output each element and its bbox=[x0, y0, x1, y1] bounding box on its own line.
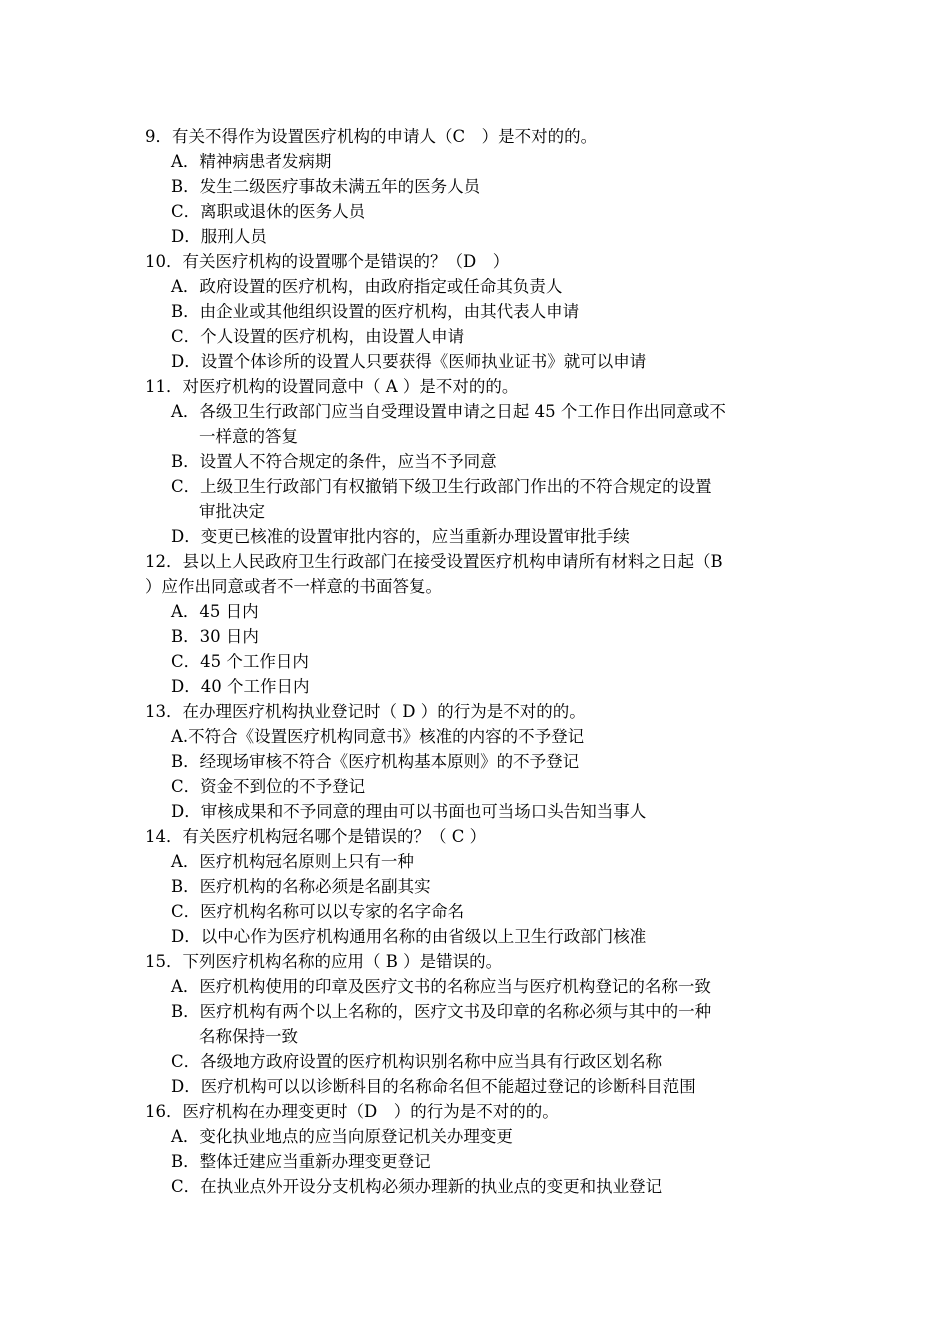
answer-option: C．资金不到位的不予登记 bbox=[171, 777, 366, 796]
answer-option-continuation: 一样意的答复 bbox=[199, 427, 298, 446]
question-block bbox=[145, 374, 825, 549]
answer-option: B．医疗机构的名称必须是名副其实 bbox=[171, 877, 431, 896]
answer-option: A．政府设置的医疗机构，由政府指定或任命其负责人 bbox=[171, 277, 563, 296]
question-text: 10．有关医疗机构的设置哪个是错误的？（D ） bbox=[145, 252, 510, 271]
question-block bbox=[145, 249, 825, 374]
question-text: 15．下列医疗机构名称的应用（ B ）是错误的。 bbox=[145, 952, 503, 971]
question-list bbox=[145, 124, 825, 1199]
answer-option: B．经现场审核不符合《医疗机构基本原则》的不予登记 bbox=[171, 752, 580, 771]
answer-option: D．设置个体诊所的设置人只要获得《医师执业证书》就可以申请 bbox=[171, 352, 647, 371]
question-text: 9．有关不得作为设置医疗机构的申请人（C ）是不对的的。 bbox=[145, 127, 598, 146]
answer-option: C．45 个工作日内 bbox=[171, 652, 309, 671]
question-text: ）应作出同意或者不一样意的书面答复。 bbox=[145, 577, 442, 596]
answer-option: C．医疗机构名称可以以专家的名字命名 bbox=[171, 902, 465, 921]
answer-option: B．整体迁建应当重新办理变更登记 bbox=[171, 1152, 431, 1171]
answer-option: C．在执业点外开设分支机构必须办理新的执业点的变更和执业登记 bbox=[171, 1177, 663, 1196]
answer-option: A．医疗机构冠名原则上只有一种 bbox=[171, 852, 414, 871]
answer-option: A.不符合《设置医疗机构同意书》核准的内容的不予登记 bbox=[171, 727, 585, 746]
question-block bbox=[145, 699, 825, 824]
question-block bbox=[145, 949, 825, 1099]
answer-option: B．设置人不符合规定的条件，应当不予同意 bbox=[171, 452, 497, 471]
answer-option: D．变更已核准的设置审批内容的，应当重新办理设置审批手续 bbox=[171, 527, 630, 546]
answer-option: D．以中心作为医疗机构通用名称的由省级以上卫生行政部门核准 bbox=[171, 927, 647, 946]
answer-option: B．发生二级医疗事故未满五年的医务人员 bbox=[171, 177, 481, 196]
question-text: 11．对医疗机构的设置同意中（ A ）是不对的的。 bbox=[145, 377, 519, 396]
answer-option-continuation: 审批决定 bbox=[199, 502, 265, 521]
answer-option: B．由企业或其他组织设置的医疗机构，由其代表人申请 bbox=[171, 302, 580, 321]
question-block bbox=[145, 549, 825, 699]
question-text: 14．有关医疗机构冠名哪个是错误的？（ C ） bbox=[145, 827, 487, 846]
answer-option: A．医疗机构使用的印章及医疗文书的名称应当与医疗机构登记的名称一致 bbox=[171, 977, 711, 996]
answer-option: D．服刑人员 bbox=[171, 227, 267, 246]
answer-option-continuation: 名称保持一致 bbox=[199, 1027, 298, 1046]
answer-option: D．40 个工作日内 bbox=[171, 677, 310, 696]
answer-option: D．审核成果和不予同意的理由可以书面也可当场口头告知当事人 bbox=[171, 802, 647, 821]
answer-option: D．医疗机构可以以诊断科目的名称命名但不能超过登记的诊断科目范围 bbox=[171, 1077, 696, 1096]
answer-option: C．各级地方政府设置的医疗机构识别名称中应当具有行政区划名称 bbox=[171, 1052, 663, 1071]
question-block bbox=[145, 1099, 825, 1199]
answer-option: C．离职或退休的医务人员 bbox=[171, 202, 366, 221]
question-text: 12．县以上人民政府卫生行政部门在接受设置医疗机构申请所有材料之日起（B bbox=[145, 552, 723, 571]
answer-option: B．医疗机构有两个以上名称的，医疗文书及印章的名称必须与其中的一种 bbox=[171, 1002, 712, 1021]
question-text: 16．医疗机构在办理变更时（D ）的行为是不对的的。 bbox=[145, 1102, 559, 1121]
question-block bbox=[145, 824, 825, 949]
question-block bbox=[145, 124, 825, 249]
answer-option: A．变化执业地点的应当向原登记机关办理变更 bbox=[171, 1127, 513, 1146]
answer-option: C．上级卫生行政部门有权撤销下级卫生行政部门作出的不符合规定的设置 bbox=[171, 477, 712, 496]
answer-option: A．各级卫生行政部门应当自受理设置申请之日起 45 个工作日作出同意或不 bbox=[171, 402, 726, 421]
answer-option: B．30 日内 bbox=[171, 627, 259, 646]
answer-option: C．个人设置的医疗机构，由设置人申请 bbox=[171, 327, 465, 346]
answer-option: A．精神病患者发病期 bbox=[171, 152, 332, 171]
answer-option: A．45 日内 bbox=[171, 602, 259, 621]
question-text: 13．在办理医疗机构执业登记时（ D ）的行为是不对的的。 bbox=[145, 702, 586, 721]
